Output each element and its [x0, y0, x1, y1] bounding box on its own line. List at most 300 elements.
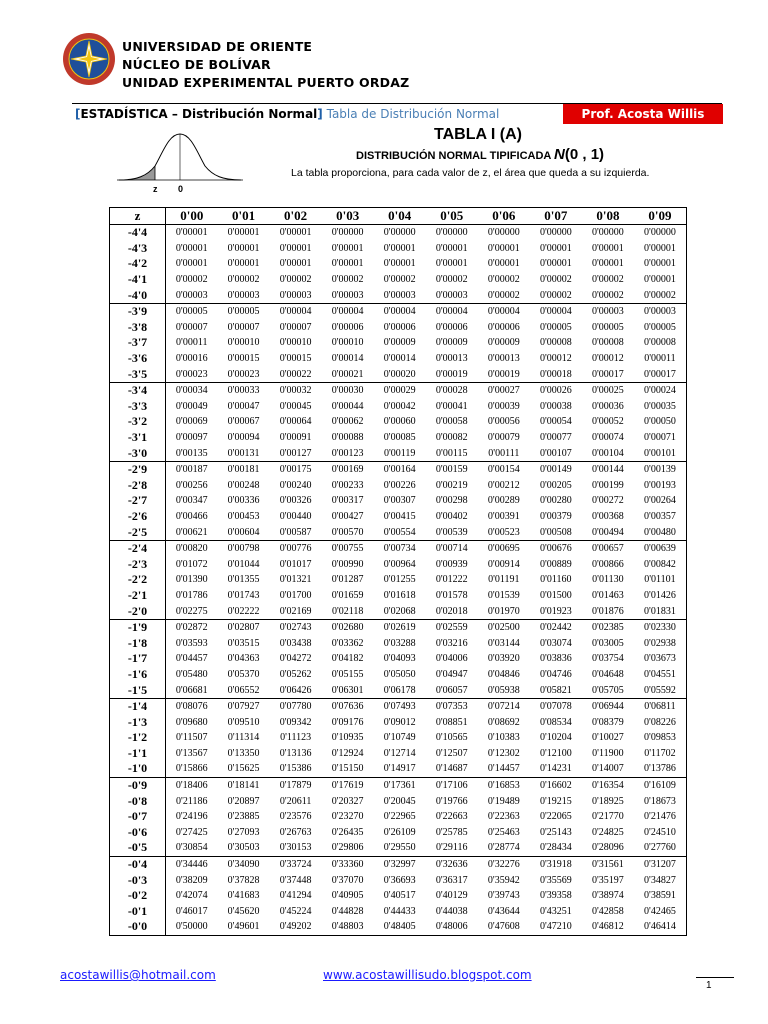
table-subtitle	[356, 146, 604, 163]
probability-cell: 0'03074	[539, 637, 572, 649]
probability-cell: 0'00004	[426, 303, 478, 319]
probability-cell: 0'02442	[530, 619, 582, 635]
table-title: TABLA I (A)	[434, 126, 522, 143]
probability-cell: 0'00001	[644, 258, 676, 270]
probability-cell: 0'17619	[322, 777, 374, 793]
probability-cell: 0'02169	[279, 605, 312, 617]
probability-cell: 0'00001	[435, 258, 468, 270]
probability-cell: 0'00115	[436, 447, 468, 459]
probability-cell: 0'00011	[176, 337, 208, 349]
probability-cell: 0'01191	[488, 574, 520, 586]
probability-cell: 0'35942	[487, 874, 520, 886]
column-header-z: z	[110, 208, 166, 225]
probability-cell: 0'03005	[591, 637, 624, 649]
probability-cell: 0'04457	[175, 653, 208, 665]
table-row	[110, 872, 686, 888]
probability-cell: 0'00181	[218, 461, 270, 477]
probability-cell: 0'06301	[331, 684, 364, 696]
probability-cell: 0'04846	[487, 668, 520, 680]
z-value-cell: -3'2	[110, 414, 166, 430]
probability-cell: 0'04363	[227, 653, 260, 665]
probability-cell: 0'00347	[175, 495, 208, 507]
probability-cell: 0'00755	[322, 540, 374, 556]
column-header: 0'06	[478, 208, 530, 225]
probability-cell: 0'00029	[374, 382, 426, 398]
probability-cell: 0'37828	[227, 874, 260, 886]
probability-cell: 0'09342	[279, 716, 312, 728]
probability-cell: 0'00002	[487, 289, 520, 301]
probability-cell: 0'49601	[227, 921, 260, 933]
probability-cell: 0'00964	[383, 558, 416, 570]
probability-cell: 0'00001	[644, 274, 676, 286]
table-row	[110, 682, 686, 698]
probability-cell: 0'00091	[279, 432, 312, 444]
footer-email-link[interactable]: acostawillis@hotmail.com	[60, 968, 216, 982]
probability-cell: 0'00307	[383, 495, 416, 507]
probability-cell: 0'24510	[644, 826, 676, 838]
probability-cell: 0'01539	[487, 589, 520, 601]
probability-cell: 0'00001	[487, 242, 520, 254]
probability-cell: 0'00002	[644, 289, 676, 301]
probability-cell: 0'00101	[644, 447, 676, 459]
probability-cell: 0'00035	[644, 400, 676, 412]
probability-cell: 0'00003	[383, 289, 416, 301]
probability-cell: 0'00427	[331, 510, 364, 522]
probability-cell: 0'00002	[435, 274, 468, 286]
probability-cell: 0'00135	[175, 447, 208, 459]
probability-cell: 0'00010	[279, 337, 312, 349]
probability-cell: 0'00020	[383, 368, 416, 380]
probability-cell: 0'42858	[591, 905, 624, 917]
university-name: UNIVERSIDAD DE ORIENTE	[122, 39, 313, 54]
probability-cell: 0'00001	[227, 258, 260, 270]
probability-cell: 0'00587	[279, 526, 312, 538]
probability-cell: 0'00001	[383, 242, 416, 254]
probability-cell: 0'07353	[426, 698, 478, 714]
probability-cell: 0'40129	[435, 890, 468, 902]
probability-cell: 0'35197	[591, 874, 624, 886]
probability-cell: 0'00016	[175, 353, 208, 365]
probability-cell: 0'01786	[175, 589, 208, 601]
probability-cell: 0'00033	[218, 382, 270, 398]
probability-cell: 0'00820	[166, 540, 218, 556]
probability-cell: 0'18141	[218, 777, 270, 793]
probability-cell: 0'06811	[634, 698, 686, 714]
z-value-cell: -1'3	[110, 714, 166, 730]
probability-cell: 0'10027	[591, 732, 624, 744]
probability-cell: 0'00298	[435, 495, 468, 507]
probability-cell: 0'37070	[331, 874, 364, 886]
subject-label: ESTADÍSTICA	[80, 107, 168, 121]
probability-cell: 0'12924	[331, 747, 364, 759]
table-row	[110, 809, 686, 825]
probability-cell: 0'00004	[478, 303, 530, 319]
probability-cell: 0'12302	[487, 747, 520, 759]
z-value-cell: -0'7	[110, 809, 166, 825]
z-value-cell: -2'7	[110, 493, 166, 509]
probability-cell: 0'01130	[592, 574, 624, 586]
probability-cell: 0'00009	[383, 337, 416, 349]
probability-cell: 0'35569	[539, 874, 572, 886]
probability-cell: 0'15866	[175, 763, 208, 775]
probability-cell: 0'03362	[331, 637, 364, 649]
probability-cell: 0'02118	[331, 605, 364, 617]
probability-cell: 0'10383	[487, 732, 520, 744]
probability-cell: 0'03216	[435, 637, 468, 649]
probability-cell: 0'00539	[435, 526, 468, 538]
probability-cell: 0'00657	[582, 540, 634, 556]
probability-cell: 0'00233	[331, 479, 364, 491]
probability-cell: 0'01426	[644, 589, 676, 601]
probability-cell: 0'38591	[644, 890, 676, 902]
probability-cell: 0'02500	[478, 619, 530, 635]
probability-cell: 0'00379	[539, 510, 572, 522]
table-row	[110, 777, 686, 793]
probability-cell: 0'01500	[539, 589, 572, 601]
probability-cell: 0'00001	[644, 242, 676, 254]
probability-cell: 0'00012	[591, 353, 624, 365]
probability-cell: 0'01321	[279, 574, 312, 586]
probability-cell: 0'00001	[331, 258, 364, 270]
z-value-cell: -1'7	[110, 651, 166, 667]
probability-cell: 0'22663	[435, 811, 468, 823]
probability-cell: 0'00008	[644, 337, 676, 349]
probability-cell: 0'16109	[634, 777, 686, 793]
probability-cell: 0'02068	[383, 605, 416, 617]
table-row	[110, 825, 686, 841]
probability-cell: 0'00001	[175, 242, 208, 254]
probability-cell: 0'00027	[478, 382, 530, 398]
probability-cell: 0'00030	[322, 382, 374, 398]
probability-cell: 0'02275	[175, 605, 208, 617]
probability-cell: 0'00000	[487, 227, 520, 239]
probability-cell: 0'00011	[644, 353, 676, 365]
probability-cell: 0'07493	[374, 698, 426, 714]
page-number-rule	[696, 977, 734, 978]
z-value-cell: -2'2	[110, 572, 166, 588]
probability-cell: 0'01355	[227, 574, 260, 586]
probability-cell: 0'00012	[539, 353, 572, 365]
column-header: 0'07	[530, 208, 582, 225]
probability-cell: 0'00776	[270, 540, 322, 556]
table-row	[110, 919, 686, 935]
probability-cell: 0'02743	[270, 619, 322, 635]
table-row	[110, 445, 686, 461]
z-value-cell: -1'0	[110, 761, 166, 777]
probability-cell: 0'00006	[487, 321, 520, 333]
probability-cell: 0'00000	[331, 227, 364, 239]
probability-cell: 0'01044	[227, 558, 260, 570]
table-row	[110, 382, 686, 398]
probability-cell: 0'00240	[279, 479, 312, 491]
probability-cell: 0'00002	[227, 274, 260, 286]
table-row	[110, 414, 686, 430]
probability-cell: 0'04947	[435, 668, 468, 680]
probability-cell: 0'47608	[487, 921, 520, 933]
probability-cell: 0'00003	[175, 289, 208, 301]
table-row	[110, 888, 686, 904]
probability-cell: 0'00006	[435, 321, 468, 333]
probability-cell: 0'15386	[279, 763, 312, 775]
probability-cell: 0'50000	[175, 921, 208, 933]
table-row	[110, 524, 686, 540]
table-row	[110, 556, 686, 572]
column-header: 0'04	[374, 208, 426, 225]
probability-cell: 0'04746	[539, 668, 572, 680]
probability-cell: 0'00015	[227, 353, 260, 365]
probability-cell: 0'00094	[227, 432, 260, 444]
column-header: 0'09	[634, 208, 686, 225]
table-row	[110, 303, 686, 319]
z-value-cell: -4'0	[110, 287, 166, 303]
probability-cell: 0'00107	[539, 447, 572, 459]
probability-cell: 0'00001	[279, 258, 312, 270]
probability-cell: 0'38209	[175, 874, 208, 886]
probability-cell: 0'01659	[331, 589, 364, 601]
probability-cell: 0'00058	[435, 416, 468, 428]
probability-cell: 0'00023	[175, 368, 208, 380]
probability-cell: 0'00001	[175, 227, 208, 239]
university-logo-icon	[62, 32, 116, 86]
nucleus-name: NÚCLEO DE BOLÍVAR	[122, 57, 271, 72]
probability-cell: 0'00193	[644, 479, 676, 491]
topic-label: Distribución Normal	[182, 107, 318, 121]
z-value-cell: -4'1	[110, 272, 166, 288]
probability-cell: 0'00159	[426, 461, 478, 477]
z-value-cell: -0'9	[110, 777, 166, 793]
probability-cell: 0'06178	[383, 684, 416, 696]
table-row	[110, 746, 686, 762]
probability-cell: 0'08226	[644, 716, 676, 728]
probability-cell: 0'02018	[435, 605, 468, 617]
probability-cell: 0'00149	[530, 461, 582, 477]
probability-cell: 0'00798	[218, 540, 270, 556]
z-value-cell: -1'8	[110, 635, 166, 651]
probability-cell: 0'00079	[487, 432, 520, 444]
probability-cell: 0'03673	[644, 653, 676, 665]
probability-cell: 0'00212	[487, 479, 520, 491]
probability-cell: 0'19489	[487, 795, 520, 807]
probability-cell: 0'43251	[539, 905, 572, 917]
probability-cell: 0'47210	[539, 921, 572, 933]
table-row	[110, 635, 686, 651]
z-value-cell: -0'3	[110, 872, 166, 888]
z-value-cell: -2'4	[110, 540, 166, 556]
probability-cell: 0'22065	[539, 811, 572, 823]
table-description: La tabla proporciona, para cada valor de z, el área que queda a su izquierda.	[291, 167, 650, 179]
probability-cell: 0'26763	[279, 826, 312, 838]
probability-cell: 0'28774	[487, 842, 520, 854]
probability-cell: 0'00018	[539, 368, 572, 380]
probability-cell: 0'00000	[644, 227, 676, 239]
probability-cell: 0'00008	[591, 337, 624, 349]
probability-cell: 0'38974	[591, 890, 624, 902]
probability-cell: 0'00001	[279, 242, 312, 254]
probability-cell: 0'37448	[279, 874, 312, 886]
probability-cell: 0'00032	[270, 382, 322, 398]
probability-cell: 0'00074	[591, 432, 624, 444]
probability-cell: 0'02330	[634, 619, 686, 635]
table-row	[110, 540, 686, 556]
probability-cell: 0'16602	[530, 777, 582, 793]
probability-cell: 0'00256	[175, 479, 208, 491]
probability-cell: 0'00001	[331, 242, 364, 254]
probability-cell: 0'00010	[331, 337, 364, 349]
probability-cell: 0'00289	[487, 495, 520, 507]
probability-cell: 0'07780	[270, 698, 322, 714]
subject-dash: –	[167, 107, 183, 121]
probability-cell: 0'42465	[644, 905, 676, 917]
notation-n: N	[554, 146, 565, 163]
z-value-cell: -1'2	[110, 730, 166, 746]
probability-cell: 0'00003	[227, 289, 260, 301]
probability-cell: 0'08076	[166, 698, 218, 714]
probability-cell: 0'00000	[591, 227, 624, 239]
probability-cell: 0'00523	[487, 526, 520, 538]
probability-cell: 0'00007	[279, 321, 312, 333]
probability-cell: 0'26435	[331, 826, 364, 838]
probability-cell: 0'02872	[166, 619, 218, 635]
probability-cell: 0'00013	[487, 353, 520, 365]
probability-cell: 0'00326	[279, 495, 312, 507]
table-row	[110, 461, 686, 477]
probability-cell: 0'41683	[227, 890, 260, 902]
z-value-cell: -3'5	[110, 366, 166, 382]
probability-cell: 0'36693	[383, 874, 416, 886]
probability-cell: 0'00187	[166, 461, 218, 477]
table-row	[110, 351, 686, 367]
table-row	[110, 588, 686, 604]
probability-cell: 0'00062	[331, 416, 364, 428]
probability-cell: 0'49202	[279, 921, 312, 933]
column-header: 0'03	[322, 208, 374, 225]
probability-cell: 0'00002	[383, 274, 416, 286]
z-value-cell: -3'7	[110, 335, 166, 351]
probability-cell: 0'00009	[435, 337, 468, 349]
probability-cell: 0'00017	[644, 368, 676, 380]
probability-cell: 0'06944	[582, 698, 634, 714]
probability-cell: 0'00990	[331, 558, 364, 570]
probability-cell: 0'01463	[591, 589, 624, 601]
probability-cell: 0'14687	[435, 763, 468, 775]
probability-cell: 0'00205	[539, 479, 572, 491]
probability-cell: 0'00866	[591, 558, 624, 570]
probability-cell: 0'00144	[582, 461, 634, 477]
probability-cell: 0'29806	[331, 842, 364, 854]
probability-cell: 0'01700	[279, 589, 312, 601]
probability-cell: 0'17879	[270, 777, 322, 793]
document-title: Tabla de Distribución Normal	[326, 107, 500, 121]
probability-cell: 0'13786	[644, 763, 676, 775]
probability-cell: 0'11123	[280, 732, 312, 744]
unit-name: UNIDAD EXPERIMENTAL PUERTO ORDAZ	[122, 75, 410, 90]
probability-cell: 0'00264	[644, 495, 676, 507]
table-row	[110, 272, 686, 288]
probability-cell: 0'01255	[383, 574, 416, 586]
probability-cell: 0'00077	[539, 432, 572, 444]
probability-cell: 0'09012	[383, 716, 416, 728]
probability-cell: 0'11702	[644, 747, 676, 759]
probability-cell: 0'29550	[383, 842, 416, 854]
probability-cell: 0'00006	[383, 321, 416, 333]
probability-cell: 0'00169	[322, 461, 374, 477]
probability-cell: 0'00914	[487, 558, 520, 570]
probability-cell: 0'00003	[582, 303, 634, 319]
z-value-cell: -4'3	[110, 241, 166, 257]
probability-cell: 0'00088	[331, 432, 364, 444]
table-row	[110, 840, 686, 856]
probability-cell: 0'00494	[591, 526, 624, 538]
probability-cell: 0'17106	[426, 777, 478, 793]
probability-cell: 0'00001	[279, 227, 312, 239]
probability-cell: 0'04093	[383, 653, 416, 665]
probability-cell: 0'00034	[166, 382, 218, 398]
footer-website-link[interactable]: www.acostawillisudo.blogspot.com	[323, 968, 532, 982]
probability-cell: 0'18673	[644, 795, 676, 807]
table-row	[110, 366, 686, 382]
probability-cell: 0'00004	[530, 303, 582, 319]
probability-cell: 0'33360	[322, 856, 374, 872]
z-value-cell: -1'4	[110, 698, 166, 714]
bracket-close: ]	[317, 107, 323, 121]
probability-cell: 0'02222	[227, 605, 260, 617]
probability-cell: 0'40905	[331, 890, 364, 902]
probability-cell: 0'00044	[331, 400, 364, 412]
probability-cell: 0'13350	[227, 747, 260, 759]
z-value-cell: -1'1	[110, 746, 166, 762]
probability-cell: 0'00002	[591, 289, 624, 301]
z-value-cell: -2'0	[110, 603, 166, 619]
probability-cell: 0'48405	[383, 921, 416, 933]
probability-cell: 0'00067	[227, 416, 260, 428]
table-row	[110, 478, 686, 494]
probability-cell: 0'04648	[591, 668, 624, 680]
probability-cell: 0'05480	[175, 668, 208, 680]
probability-cell: 0'06426	[279, 684, 312, 696]
probability-cell: 0'44038	[435, 905, 468, 917]
probability-cell: 0'10935	[331, 732, 364, 744]
table-row	[110, 667, 686, 683]
table-row	[110, 619, 686, 635]
z-value-cell: -2'9	[110, 461, 166, 477]
probability-cell: 0'00002	[279, 274, 312, 286]
probability-cell: 0'00024	[634, 382, 686, 398]
probability-cell: 0'00003	[279, 289, 312, 301]
probability-cell: 0'24196	[175, 811, 208, 823]
probability-cell: 0'05155	[331, 668, 364, 680]
probability-cell: 0'09853	[644, 732, 676, 744]
probability-cell: 0'00164	[374, 461, 426, 477]
probability-cell: 0'01831	[644, 605, 676, 617]
probability-cell: 0'01970	[487, 605, 520, 617]
professor-badge: Prof. Acosta Willis	[563, 104, 723, 124]
probability-cell: 0'02619	[374, 619, 426, 635]
probability-cell: 0'00131	[227, 447, 260, 459]
probability-cell: 0'00014	[331, 353, 364, 365]
probability-cell: 0'20897	[227, 795, 260, 807]
probability-cell: 0'13567	[175, 747, 208, 759]
probability-cell: 0'34827	[644, 874, 676, 886]
probability-cell: 0'02938	[644, 637, 676, 649]
probability-cell: 0'00123	[331, 447, 364, 459]
probability-cell: 0'08851	[435, 716, 468, 728]
probability-cell: 0'39358	[539, 890, 572, 902]
probability-cell: 0'03920	[487, 653, 520, 665]
probability-cell: 0'07214	[478, 698, 530, 714]
probability-cell: 0'26109	[383, 826, 416, 838]
probability-cell: 0'31918	[530, 856, 582, 872]
page-number: 1	[706, 980, 712, 991]
